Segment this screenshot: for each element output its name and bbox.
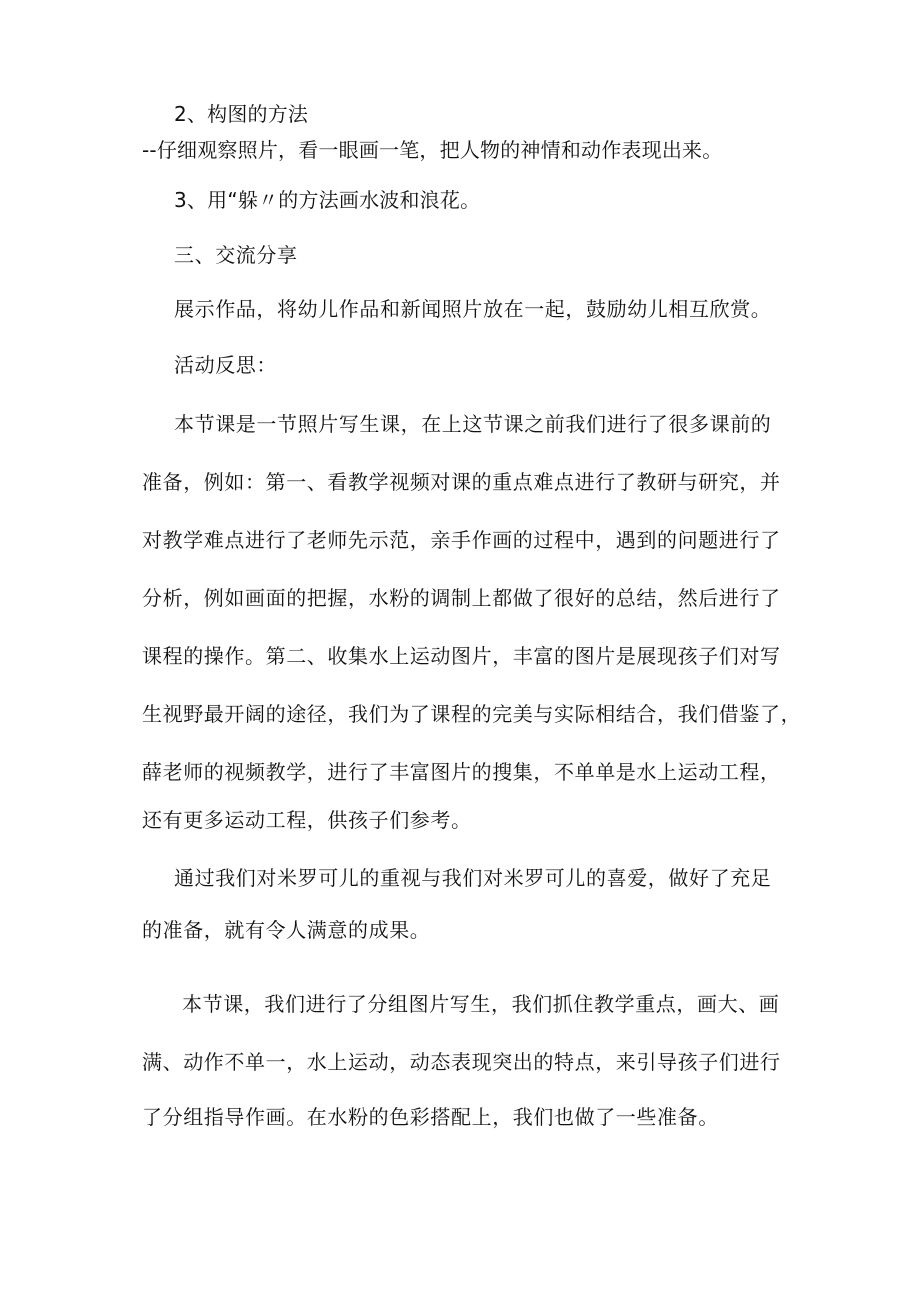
part-3-body: 展示作品，将幼儿作品和新闻照片放在一起，鼓励幼儿相互欣赏。 (174, 297, 772, 321)
paragraph-1-line-7: 薛老师的视频教学，进行了丰富图片的搜集，不单单是水上运动工程， (142, 760, 781, 784)
paragraph-2-line-1: 通过我们对米罗可儿的重视与我们对米罗可儿的喜爱，做好了充足 (174, 866, 772, 890)
paragraph-2-line-2: 的准备，就有令人满意的成果。 (142, 918, 431, 942)
paragraph-3-line-1: 本节课，我们进行了分组图片写生，我们抓住教学重点，画大、画 (182, 992, 780, 1016)
paragraph-1-line-8: 还有更多运动工程，供孩子们参考。 (142, 808, 472, 832)
paragraph-1-line-2: 准备，例如：第一、看教学视频对课的重点难点进行了教研与研究，并 (142, 470, 781, 494)
part-3-heading: 三、交流分享 (174, 243, 298, 267)
paragraph-1-line-1: 本节课是一节照片写生课，在上这节课之前我们进行了很多课前的 (174, 412, 772, 436)
section-2-detail: --仔细观察照片，看一眼画一笔，把人物的神情和动作表现出来。 (142, 138, 723, 162)
paragraph-1-line-6: 生视野最开阔的途径，我们为了课程的完美与实际相结合，我们借鉴了， (142, 702, 802, 726)
paragraph-3-line-3: 了分组指导作画。在水粉的色彩搭配上，我们也做了一些准备。 (142, 1105, 719, 1129)
paragraph-3-line-2: 满、动作不单一，水上运动，动态表现突出的特点，来引导孩子们进行 (142, 1050, 781, 1074)
section-3-title: 3、用“躲〃的方法画水波和浪花。 (174, 188, 481, 212)
paragraph-1-line-5: 课程的操作。第二、收集水上运动图片，丰富的图片是展现孩子们对写 (142, 644, 781, 668)
paragraph-1-line-3: 对教学难点进行了老师先示范，亲手作画的过程中，遇到的问题进行了 (142, 528, 781, 552)
section-2-title: 2、构图的方法 (174, 102, 309, 126)
paragraph-1-line-4: 分析，例如画面的把握，水粉的调制上都做了很好的总结，然后进行了 (142, 586, 781, 610)
reflection-heading: 活动反思： (174, 353, 277, 377)
